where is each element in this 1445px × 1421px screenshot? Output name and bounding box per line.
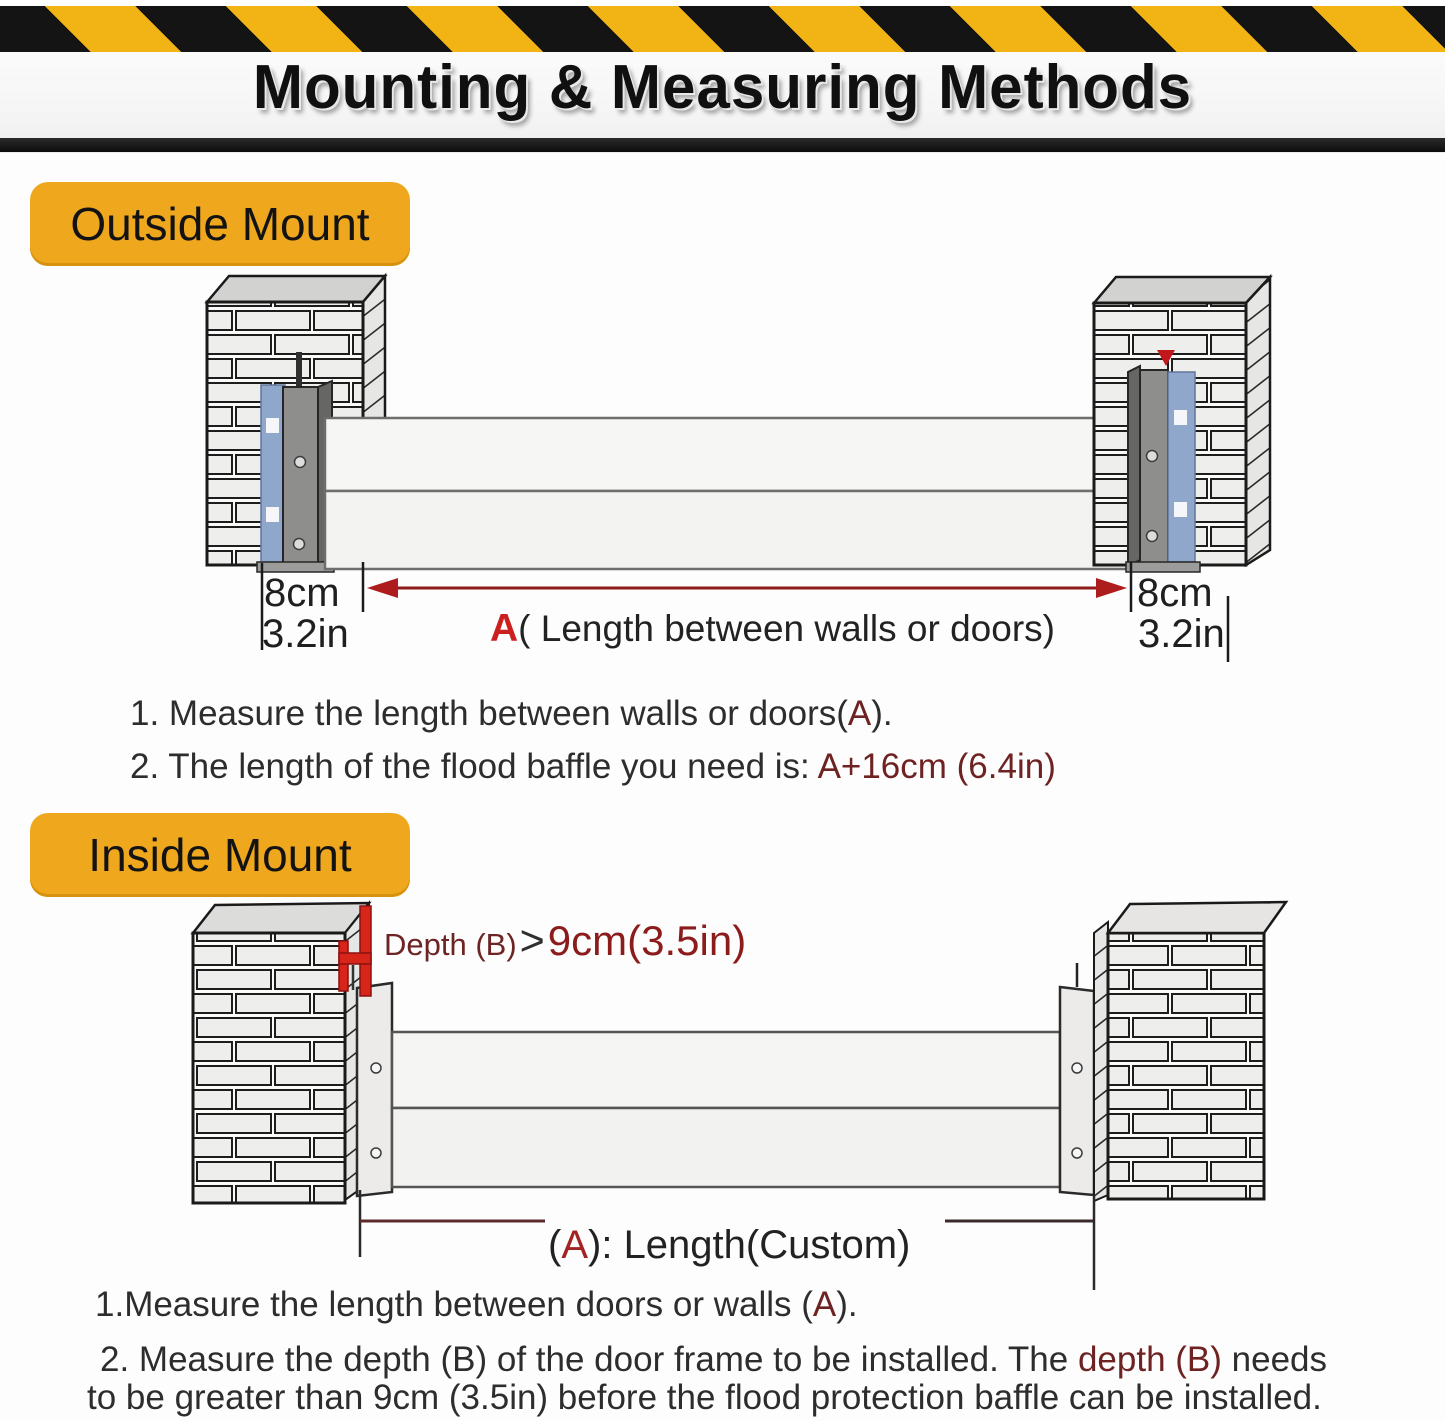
screw-hole	[371, 1148, 381, 1158]
outside-step-1: 1. Measure the length between walls or doors(A).	[130, 694, 893, 733]
hazard-stripe-icon	[0, 6, 1445, 52]
inside-step-2-line-2: to be greater than 9cm (3.5in) before the flood protection baffle can be installed.	[87, 1378, 1322, 1417]
screw-hole	[294, 539, 305, 550]
screw-hole	[1072, 1148, 1082, 1158]
mounting-plate	[1060, 987, 1094, 1195]
barrier-panel-bottom	[392, 1108, 1060, 1187]
screw-hole	[1072, 1063, 1082, 1073]
left-offset-in: 3.2in	[262, 612, 349, 656]
screw-hole	[371, 1063, 381, 1073]
right-brick-pillar	[1094, 277, 1270, 572]
inside-step-1: 1.Measure the length between doors or walls (A).	[95, 1285, 858, 1324]
frame-joint	[296, 352, 302, 390]
outside-step-2: 2. The length of the flood baffle you need is: A+16cm (6.4in)	[130, 747, 1056, 786]
seal-strip	[261, 385, 285, 566]
barrier-panel-bottom	[325, 491, 1135, 569]
header-divider	[0, 138, 1445, 152]
screw-hole	[1147, 451, 1158, 462]
outside-mount-badge	[30, 182, 410, 266]
screw-hole	[295, 457, 306, 468]
right-brick-pillar	[1060, 902, 1286, 1201]
seal-strip	[1168, 372, 1195, 562]
page-title: Mounting & Measuring Methods	[252, 53, 1193, 122]
inside-step-2-line-1: 2. Measure the depth (B) of the door frame to be installed. The depth (B) needs	[100, 1340, 1328, 1379]
outside-mount-label: Outside Mount	[70, 198, 370, 250]
custom-length-label: (A): Length(Custom)	[548, 1223, 911, 1267]
left-offset-cm: 8cm	[264, 571, 340, 615]
inside-mount-label: Inside Mount	[88, 829, 352, 881]
right-offset-in: 3.2in	[1138, 612, 1225, 656]
right-offset-cm: 8cm	[1137, 571, 1213, 615]
mounting-plate	[357, 983, 392, 1196]
length-between-walls-label: A( Length between walls or doors)	[490, 607, 1055, 650]
left-brick-pillar	[193, 903, 392, 1203]
mounting-bracket	[283, 387, 318, 564]
dim-a-letter: A	[490, 607, 519, 650]
dim-a-letter: A	[561, 1223, 589, 1267]
depth-requirement-label: Depth (B) > 9cm(3.5in)	[384, 917, 747, 965]
header	[0, 0, 1445, 153]
barrier-panel-top	[325, 418, 1135, 491]
flood-barrier	[392, 1032, 1060, 1187]
barrier-panel-top	[392, 1032, 1060, 1108]
flood-barrier	[325, 418, 1135, 569]
screw-hole	[1147, 531, 1158, 542]
inside-mount-badge	[30, 813, 410, 897]
